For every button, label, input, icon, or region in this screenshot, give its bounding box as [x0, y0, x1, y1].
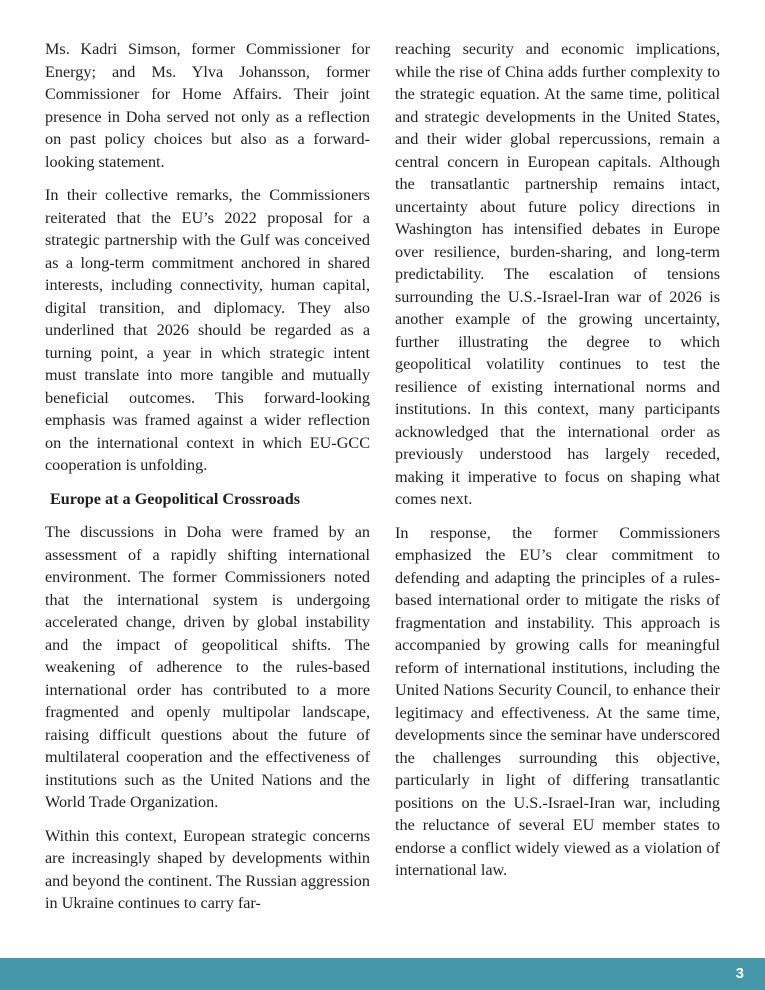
- footer-bar: [0, 958, 765, 990]
- page-number: 3: [735, 965, 744, 982]
- paragraph: Within this context, European strategic concerns are increasingly shaped by developments within and beyond the continent. The Russian aggression in Ukraine continues to carry far-: [45, 826, 370, 912]
- paragraph: In response, the former Commissioners emphasized the EU’s clear commitment to defending and adapting the principles of a rules-based international order to mitigate the risks of fragmentation and instability. This approach is accompanied by growing calls for meaningful reform of international institutions, including the United Nations Security Council, to enhance their legitimacy and effectiveness. At the same time, developments since the seminar have underscored the challenges surrounding this objective, particularly in light of differing transatlantic positions on the U.S.-Israel-Iran war, including the reluctance of several EU member states to endorse a conflict widely viewed as a violation of international law.: [395, 523, 720, 879]
- paragraph: The discussions in Doha were framed by an assessment of a rapidly shifting international environment. The former Commissioners noted that the international system is undergoing accelerated change, driven by global instability and the impact of geopolitical shifts. The weakening of adherence to the rules-based international order has contributed to a more fragmented and openly multipolar landscape, raising difficult questions about the future of multilateral cooperation and the effectiveness of institutions such as the United Nations and the World Trade Organization.: [45, 523, 370, 811]
- left-column: [45, 38, 370, 943]
- paragraph: In their collective remarks, the Commissioners reiterated that the EU’s 2022 proposal for a strategic partnership with the Gulf was conceived as a long-term commitment anchored in shared interests, including connectivity, human capital, digital transition, and diplomacy. They also underlined that 2026 should be regarded as a turning point, a year in which strategic intent must translate into more tangible and mutually beneficial outcomes. This forward-looking emphasis was framed against a wider reflection on the international context in which EU-GCC cooperation is unfolding.: [45, 186, 370, 474]
- paragraph: Ms. Kadri Simson, former Commissioner for Energy; and Ms. Ylva Johansson, former Commissioner for Home Affairs. Their joint presence in Doha served not only as a reflection on past policy choices but also as a forward-looking statement.: [45, 40, 370, 171]
- section-heading: Europe at a Geopolitical Crossroads: [50, 489, 301, 508]
- paragraph: reaching security and economic implications, while the rise of China adds further complexity to the strategic equation. At the same time, political and strategic developments in the United States, and their wider global repercussions, remain a central concern in European capitals. Although the transatlantic partnership remains intact, uncertainty about future policy directions in Washington has intensified debates in Europe over resilience, burden-sharing, and long-term predictability. The escalation of tensions surrounding the U.S.-Israel-Iran war of 2026 is another example of the growing uncertainty, further illustrating the degree to which geopolitical volatility continues to test the resilience of existing international norms and institutions. In this context, many participants acknowledged that the international order as previously understood has largely receded, making it imperative to focus on shaping what comes next.: [395, 40, 720, 508]
- right-column: [395, 38, 720, 943]
- page-content: [45, 38, 720, 943]
